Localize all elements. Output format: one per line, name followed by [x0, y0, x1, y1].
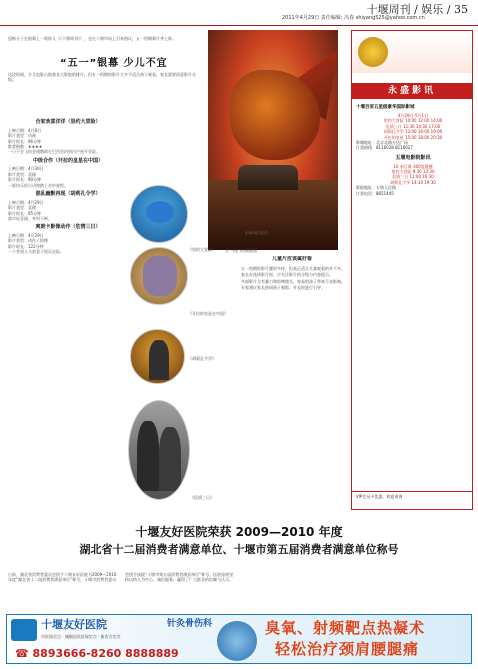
cinema-phone: 订票热线：8116028 8116027 — [356, 145, 413, 151]
animal-figure — [143, 256, 177, 296]
hospital-name: 十堰友好医院 — [41, 618, 107, 631]
person-figure — [159, 427, 181, 491]
movie-description: 一只不会飞的金刚鹦鹉在巴西里约热内卢展开冒险。 — [8, 149, 100, 155]
sidebar-body — [356, 103, 470, 503]
mascot-icon — [217, 621, 257, 661]
sidebar-title: 永盛影讯 — [352, 83, 472, 99]
movie-entry — [8, 191, 128, 221]
rio-parrot-photo — [130, 185, 188, 243]
hero-caption: 五一热门动画画面 — [225, 248, 257, 253]
article-body — [233, 256, 351, 516]
movie-info — [8, 200, 128, 216]
info-line: 推荐指数：★★★★ — [8, 143, 43, 149]
info-line: 影片类型：喜剧 — [8, 205, 36, 211]
cinema-phone: 订票电话：8651445 — [356, 190, 394, 196]
hero-ground — [208, 180, 338, 250]
parrot-figure — [146, 201, 174, 223]
movie-entry — [8, 224, 128, 254]
publication-title: 十堰周刊 / 娱乐 / 35 — [366, 3, 468, 16]
photo-caption: 《开拉的皇星在中国》 — [188, 311, 228, 316]
movie-info — [8, 233, 128, 249]
info-line: 影片类型：喜剧 — [8, 171, 36, 177]
schedule-line: 胡莉孔令学 14:30 19:30 — [390, 179, 436, 185]
cinema-address: 影院地址：五堰人民路 — [356, 185, 396, 191]
page-header — [0, 0, 478, 26]
schedule-line: 危情三日 11:00 16:30 — [392, 174, 434, 180]
info-line: 影片时长：122分钟 — [8, 243, 44, 249]
cinema-sidebar — [351, 30, 473, 510]
schedule-line: 4月29日-5月1日 — [397, 113, 429, 119]
banner-line-2: 湖北省十二届消费者满意单位、十堰市第五届消费者满意单位称号 — [79, 543, 399, 557]
schedule-line: 开拉的皇星 15:00 18:00 20:30 — [383, 134, 443, 140]
couple-photo — [128, 400, 190, 500]
ad-slogan-1: 臭氧、射频靶点热凝术 — [265, 619, 426, 637]
children-figures — [238, 165, 298, 190]
movie-description: 一群快乐的小动物踏上奇妙旅程。 — [8, 182, 68, 188]
movie-entry — [8, 158, 128, 188]
schedule-line: 危情三日 11:30 14:30 17:00 — [385, 123, 441, 129]
info-line: 影片时长：90分钟 — [8, 177, 42, 183]
cinema-logo-icon — [358, 37, 388, 67]
cartoon-animal-photo — [130, 247, 188, 305]
info-line: 影片时长：95分钟 — [8, 210, 42, 216]
photo-caption: 《里约大冒险》 — [188, 247, 216, 252]
section-title: 五堰电影院影讯 — [395, 154, 431, 161]
movie-description: 一个普通人为救妻子铤而走险。 — [8, 249, 64, 255]
movie-title: 合家欢喜洋洋（里约大冒险） — [35, 119, 101, 125]
info-line: 上映日期：4月8日 — [8, 127, 42, 133]
department-tag: 针灸骨伤科 — [167, 619, 213, 629]
movie-list — [8, 116, 128, 516]
movie-title: 爽朗卡影像动作（危情三日） — [35, 224, 101, 231]
cinema-address: 影城地址：北京北路万达广场 — [356, 140, 408, 146]
vip-note: VIP会员卡优惠，欢迎垂询 — [352, 491, 472, 509]
announcement-banner — [8, 524, 470, 568]
info-line: 影片时长：96分钟 — [8, 138, 42, 144]
person-figure — [137, 421, 159, 491]
info-line: 影片类型：动画 — [8, 133, 36, 139]
movie-info — [8, 166, 128, 182]
schedule-line: 胡莉孔令学 13:00 16:00 19:00 — [383, 129, 443, 135]
hospital-services: 市医保定点 · 城镇居民医保定点 · 新农合定点 — [41, 634, 121, 639]
movie-title: 混乱幽默再现（胡莉孔令学） — [35, 191, 101, 198]
banner-line-1: 十堰友好医院荣获 2009—2010 年度 — [135, 525, 343, 539]
schedule-line: 里约大冒险 10:00 12:00 14:00 — [383, 118, 443, 124]
article-subtitle: 儿童片应该属好看 — [271, 256, 312, 262]
intro-text: 恐怖分子在银幕上一鸣惊人（《十堰周刊》），也在十堰市场上引来热议，五一档期新片齐上阵。 — [8, 36, 176, 41]
schedule-line: 10 米巨幕·360度震撼 — [393, 163, 433, 169]
hospital-phone: ☎ 8893666-8260 8888889 — [15, 647, 179, 660]
paragraph: 多部影片含有暴力和惊悚镜头，容易给孩子带来不良影响。 — [241, 278, 345, 284]
photo-caption: 《危情三日》 — [190, 495, 214, 500]
article-headline: “五一”银幕 少儿不宜 — [60, 58, 168, 69]
info-line: 影片类型：动作 / 惊悚 — [8, 238, 48, 244]
movie-info — [8, 128, 128, 150]
paragraph: 五一档期的影片题材多样，但真正适合儿童观看的并不多。 — [241, 265, 345, 271]
dateline: 2011年4月29日 责任编辑: 冯春 shiyang525@yahoo.com.cn — [282, 15, 425, 21]
info-line: 上映日期：4月29日 — [8, 233, 44, 239]
byline: yuping 报道 — [245, 230, 268, 235]
cinema-name: 十堰百家五星级豪华国际影城 — [356, 105, 415, 110]
photo-caption: 《胡莉孔令学》 — [188, 356, 216, 361]
hospital-advertisement — [6, 614, 472, 664]
schedule-line: 里约大冒险 9:30 13:30 — [391, 168, 435, 174]
hero-illustration — [208, 30, 338, 250]
person-figure — [149, 340, 169, 380]
movie-title: 中级合作（开拉的皇星在中国） — [32, 157, 103, 164]
movie-entry — [8, 119, 128, 155]
announcement-body: 日前，湖北省消费者委员会授予十堰友好医院为2009—2010年度“湖北省十二届消费者满意单位”称号，十堰市消费者委员会授予该院“十堰市第五届消费者满意单位”称号。医院始终坚持以病人为中心，诚信服务，赢得了广大群众的信赖与认可。 — [8, 572, 234, 583]
lead-text: 这段时间，少儿电影占据着各大影院的排片，但五一档期的影片大多不适合孩子观看，家长需要留意影片分级。 — [8, 72, 196, 83]
paragraph: 家长在选择影片时，应关注影片的分级与内容提示。 — [241, 272, 333, 278]
movie-description: 都市轻喜剧，笑料不断。 — [8, 215, 52, 221]
actor-photo — [130, 329, 185, 384]
info-line: 上映日期：4月29日 — [8, 199, 44, 205]
info-line: 上映日期：4月30日 — [8, 166, 44, 172]
paragraph: 专家建议家长陪同孩子观影，并及时进行引导。 — [241, 284, 325, 290]
hospital-logo-icon — [11, 619, 37, 641]
ad-slogan-2: 轻松治疗颈肩腰腿痛 — [275, 640, 420, 658]
sidebar-header-art — [352, 31, 472, 73]
